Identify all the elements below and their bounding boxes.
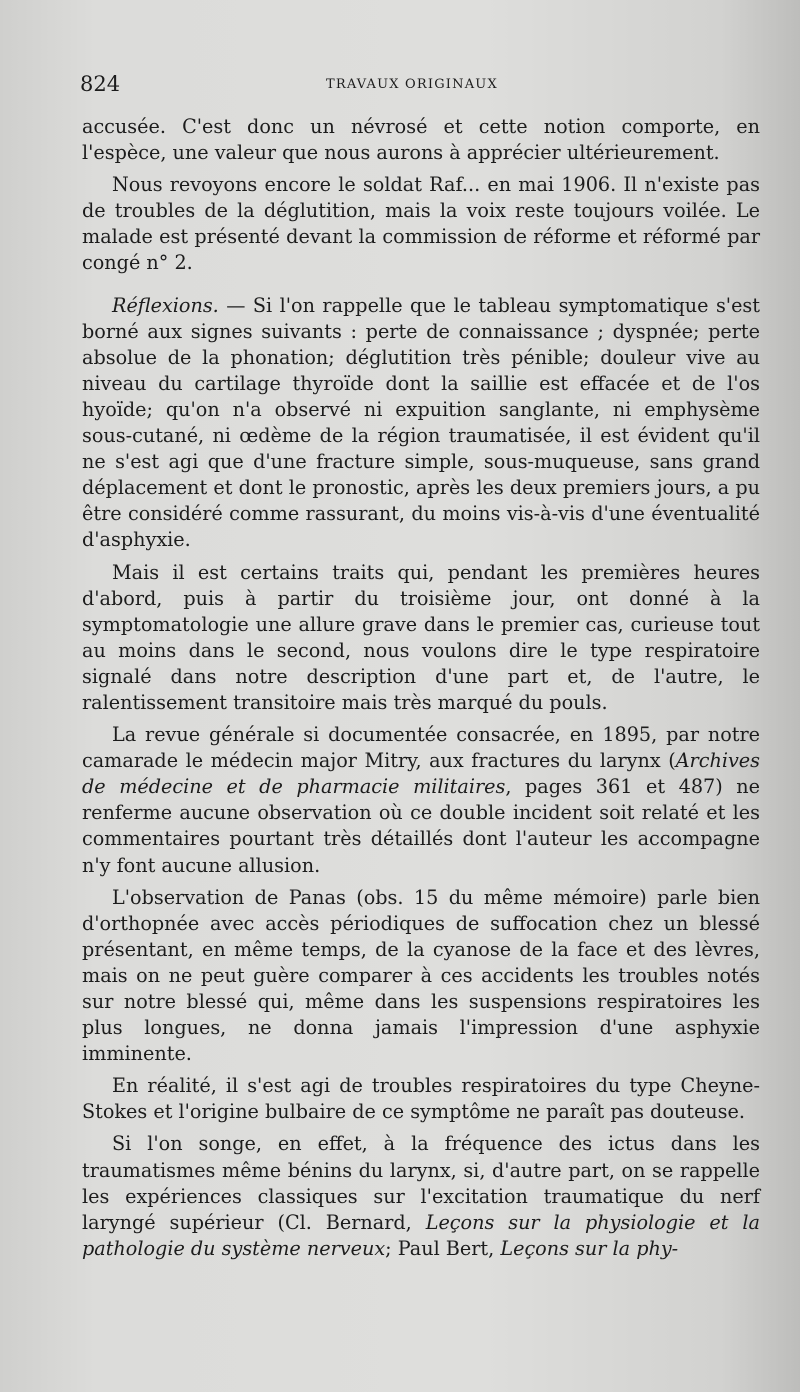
paragraph-text: L'observation de Panas (obs. 15 du même mémoire) parle bien d'orthopnée avec accès périodiques de suffocation chez un blessé présentant, en même temps, de la cyanose de la face et des lèvres, mais on ne peut guère comparer à ces accidents les troubles notés sur notre blessé qui, même dans les suspensions respiratoires les plus longues, ne donna jamais l'impression d'une asphyxie imminente. [82, 885, 760, 1066]
citation-italic: Leçons sur la physiologie et la pathologie du système nerveux [82, 1210, 760, 1260]
paragraph-cheyne-stokes [82, 1073, 760, 1125]
paragraph-traits [82, 560, 760, 717]
paragraph-text: Mais il est certains traits qui, pendant les premières heures d'abord, puis à partir du troisième jour, ont donné à la symptomatologie une allure grave dans le premier cas, curieuse tout au moins dans le second, nous voulons dire le type respiratoire signalé dans notre description d'une part et, de l'autre, le ralentissement transitoire mais très marqué du pouls. [82, 560, 760, 714]
paragraph-text: — Si l'on rappelle que le tableau symptomatique s'est borné aux signes suivants : perte de connaissance ; dyspnée; perte absolue de la phonation; déglutition très pénible; douleur vive au niveau du cartilage thyroïde dont la saillie est effacée et de l'os hyoïde; qu'on n'a observé ni expuition sanglante, ni emphysème sous-cutané, ni œdème de la région traumatisée, il est évident qu'il ne s'est agi que d'une fracture simple, sous-muqueuse, sans grand déplacement et dont le pronostic, après les deux premiers jours, a pu être considéré comme rassurant, du moins vis-à-vis d'une éventualité d'asphyxie. [82, 293, 760, 552]
section-heading-italic: Réflexions. [112, 293, 219, 317]
running-head: TRAVAUX ORIGINAUX [326, 77, 498, 92]
citation-italic: Archives de médecine et de pharmacie militaires [82, 749, 760, 799]
paragraph-raf-revisit [82, 172, 760, 276]
paragraph-text: En réalité, il s'est agi de troubles respiratoires du type Cheyne-Stokes et l'origine bulbaire de ce symptôme ne paraît pas douteuse. [82, 1074, 760, 1124]
paragraph-reflexions [82, 293, 760, 554]
paragraph-text: Si l'on songe, en effet, à la fréquence des ictus dans les traumatismes même bénins du larynx, si, d'autre part, on se rappelle les expériences classiques sur l'excitation traumatique du nerf laryngé supérieur (Cl. Bernard, [82, 1132, 760, 1234]
paragraph-continued [82, 114, 760, 166]
paragraph-text: Nous revoyons encore le soldat Raf... en mai 1906. Il n'existe pas de troubles de la déglutition, mais la voix reste toujours voilée. Le malade est présenté devant la commission de réforme et réformé par congé n° 2. [82, 173, 760, 275]
body-text [82, 114, 760, 1268]
paragraph-text: accusée. C'est donc un névrosé et cette notion comporte, en l'espèce, une valeur que nous aurons à apprécier ultérieurement. [82, 115, 760, 165]
paragraph-text: La revue générale si documentée consacrée, en 1895, par notre camarade le médecin major Mitry, aux fractures du larynx ( [82, 723, 760, 773]
paragraph-text: ; Paul Bert, [385, 1236, 501, 1260]
page-number: 824 [80, 72, 121, 96]
page-header [80, 72, 760, 102]
citation-italic: Leçons sur la phy- [500, 1236, 679, 1260]
paragraph-ictus [82, 1131, 760, 1261]
paragraph-text: , pages 361 et 487) ne renferme aucune observation où ce double incident soit relaté et les commentaires pourtant très détaillés dont l'auteur les accompagne n'y font aucune allusion. [82, 775, 761, 877]
paragraph-revue-generale [82, 722, 760, 879]
paragraph-panas [82, 885, 760, 1068]
